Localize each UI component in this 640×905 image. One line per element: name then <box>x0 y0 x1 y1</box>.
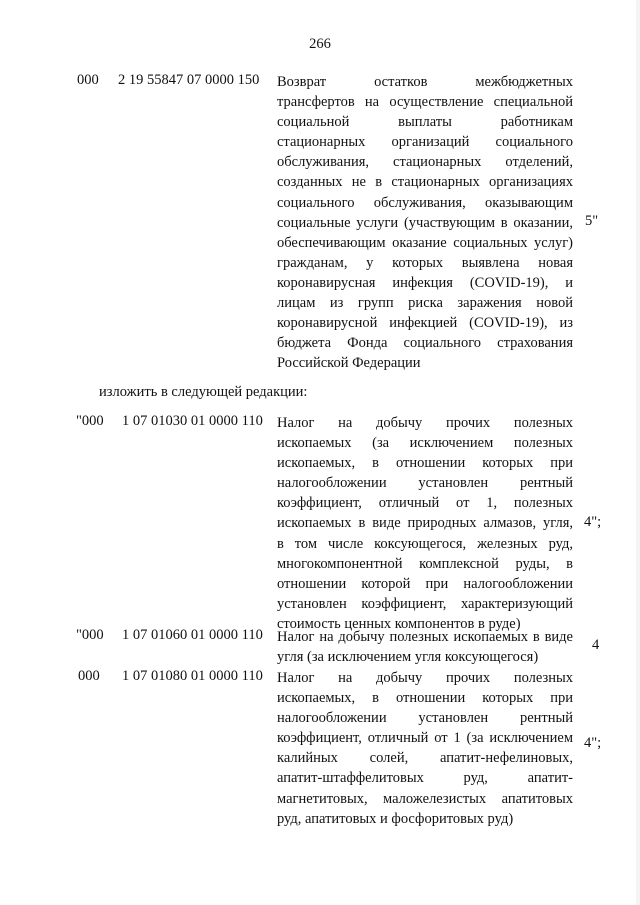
row-code-admin: 000 <box>78 668 100 684</box>
description-line: отношении которой при налогообложении <box>277 575 573 592</box>
row-description <box>277 668 573 829</box>
description-line: коронавирусной инфекцией (COVID-19), из <box>277 315 573 332</box>
description-line: налогообложении установлен рентный <box>277 710 573 727</box>
row-code-kbk: 1 07 01060 01 0000 110 <box>122 627 263 643</box>
row-description <box>277 72 573 373</box>
description-line: коэффициент, отличный от 1 (за исключением <box>277 730 573 747</box>
page-number: 266 <box>309 36 331 52</box>
row-code-admin: "000 <box>76 413 104 429</box>
row-code-kbk: 1 07 01030 01 0000 110 <box>122 413 263 429</box>
description-line: магнетитовых, маложелезистых апатитовых <box>277 790 573 807</box>
row-value: 4"; <box>584 735 602 751</box>
row-code-kbk: 1 07 01080 01 0000 110 <box>122 668 263 684</box>
description-line: руд, апатитовых и фосфоритовых руд) <box>277 810 514 827</box>
scan-edge <box>636 0 640 905</box>
description-line: стационарных организаций социального <box>277 134 573 151</box>
description-line: социального обслуживания, оказывающим <box>277 194 573 211</box>
description-line: трансфертов на осуществление специальной <box>277 94 573 111</box>
intro-text: изложить в следующей редакции: <box>99 384 308 400</box>
description-line: ископаемых, в отношении которых при <box>277 455 573 472</box>
description-line: ископаемых, в отношении которых при <box>277 690 573 707</box>
description-line: Российской Федерации <box>277 355 421 372</box>
description-line: коронавирусная инфекция (COVID-19), и <box>277 274 573 291</box>
description-line: многокомпонентной комплексной руды, в <box>277 555 573 572</box>
description-line: стоимость ценных компонентов в руде) <box>277 615 521 632</box>
description-line: лицам из групп риска заражения новой <box>277 295 573 312</box>
row-value: 4"; <box>584 514 602 530</box>
description-line: угля (за исключением угля коксующегося) <box>277 649 539 666</box>
row-value: 5" <box>585 213 599 229</box>
description-line: бюджета Фонда социального страхования <box>277 335 573 352</box>
description-line: ископаемых (за исключением полезных <box>277 435 573 452</box>
description-line: Налог на добычу полезных ископаемых в виде <box>277 629 573 645</box>
row-code-admin: "000 <box>76 627 104 643</box>
description-line: коэффициент, отличный от 1, полезных <box>277 495 573 512</box>
row-description <box>277 413 573 634</box>
description-line: Налог на добычу прочих полезных <box>277 415 573 431</box>
description-line: созданных не в стационарных организациях <box>277 174 573 191</box>
row-code-admin: 000 <box>77 72 99 88</box>
row-value: 4 <box>592 637 600 653</box>
description-line: налогообложении установлен рентный <box>277 475 573 492</box>
row-code-kbk: 2 19 55847 07 0000 150 <box>118 72 260 88</box>
description-line: калийных солей, апатит-нефелиновых, <box>277 750 573 767</box>
row-description <box>277 627 573 667</box>
description-line: Возврат остатков межбюджетных <box>277 74 573 90</box>
description-line: социальной выплаты работникам <box>277 114 573 131</box>
description-line: обеспечивающим оказание социальных услуг) <box>277 234 573 251</box>
description-line: социальные услуги (участвующим в оказании, <box>277 214 573 231</box>
description-line: ископаемых в виде природных алмазов, угля, <box>277 515 573 532</box>
description-line: установлен коэффициент, характеризующий <box>277 595 573 612</box>
description-line: апатит-штаффелитовых руд, апатит- <box>277 770 573 787</box>
description-line: в том числе коксующегося, железных руд, <box>277 535 573 552</box>
description-line: обслуживания, стационарных отделений, <box>277 154 573 171</box>
description-line: гражданам, у которых выявлена новая <box>277 254 573 271</box>
description-line: Налог на добычу прочих полезных <box>277 670 573 686</box>
